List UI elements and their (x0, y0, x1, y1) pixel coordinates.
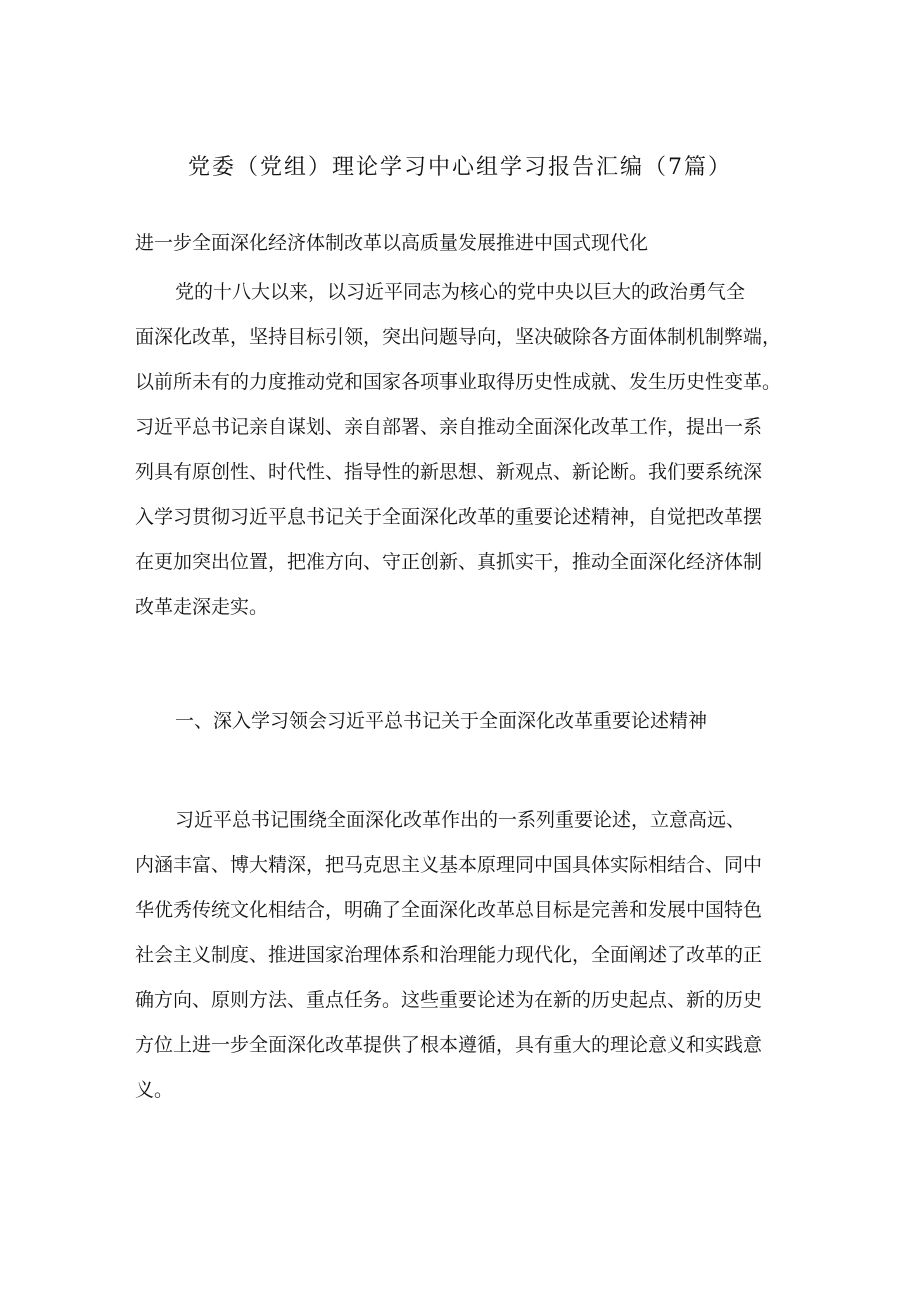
paragraph-line: 义。 (135, 1079, 174, 1101)
paragraph-line: 改革走深走实。 (135, 596, 269, 618)
paragraph-line: 列具有原创性、时代性、指导性的新思想、新观点、新论断。我们要系统深 (135, 461, 763, 483)
paragraph-line: 以前所未有的力度推动党和国家各项事业取得历史性成就、发生历史性变革。 (135, 371, 782, 393)
paragraph-line: 确方向、原则方法、重点任务。这些重要论述为在新的历史起点、新的历史 (135, 989, 763, 1011)
paragraph-line: 习近平总书记围绕全面深化改革作出的一系列重要论述，立意高远、 (175, 809, 746, 831)
paragraph-line: 方位上进一步全面深化改革提供了根本遵循，具有重大的理论意义和实践意 (135, 1034, 763, 1056)
paragraph-line: 在更加突出位置，把准方向、守正创新、真抓实干，推动全面深化经济体制 (135, 551, 763, 573)
document-title: 党委（党组）理论学习中心组学习报告汇编（7篇） (188, 155, 732, 180)
paragraph-section-1 (135, 798, 785, 1113)
paragraph-line: 内涵丰富、博大精深，把马克思主义基本原理同中国具体实际相结合、同中 (135, 854, 763, 876)
paragraph-line: 面深化改革，坚持目标引领，突出问题导向，坚决破除各方面体制机制弊端， (135, 326, 782, 348)
paragraph-line: 华优秀传统文化相结合，明确了全面深化改革总目标是完善和发展中国特色 (135, 899, 763, 921)
paragraph-line: 习近平总书记亲自谋划、亲自部署、亲自推动全面深化改革工作，提出一系 (135, 416, 763, 438)
paragraph-line: 社会主义制度、推进国家治理体系和治理能力现代化，全面阐述了改革的正 (135, 944, 763, 966)
paragraph-intro (135, 270, 785, 630)
document-subtitle: 进一步全面深化经济体制改革以高质量发展推进中国式现代化 (135, 232, 649, 254)
paragraph-line: 党的十八大以来，以习近平同志为核心的党中央以巨大的政治勇气全 (175, 281, 746, 303)
paragraph-line: 入学习贯彻习近平息书记关于全面深化改革的重要论述精神，自觉把改革摆 (135, 506, 763, 528)
section-heading-1: 一、深入学习领会习近平总书记关于全面深化改革重要论述精神 (175, 710, 708, 732)
